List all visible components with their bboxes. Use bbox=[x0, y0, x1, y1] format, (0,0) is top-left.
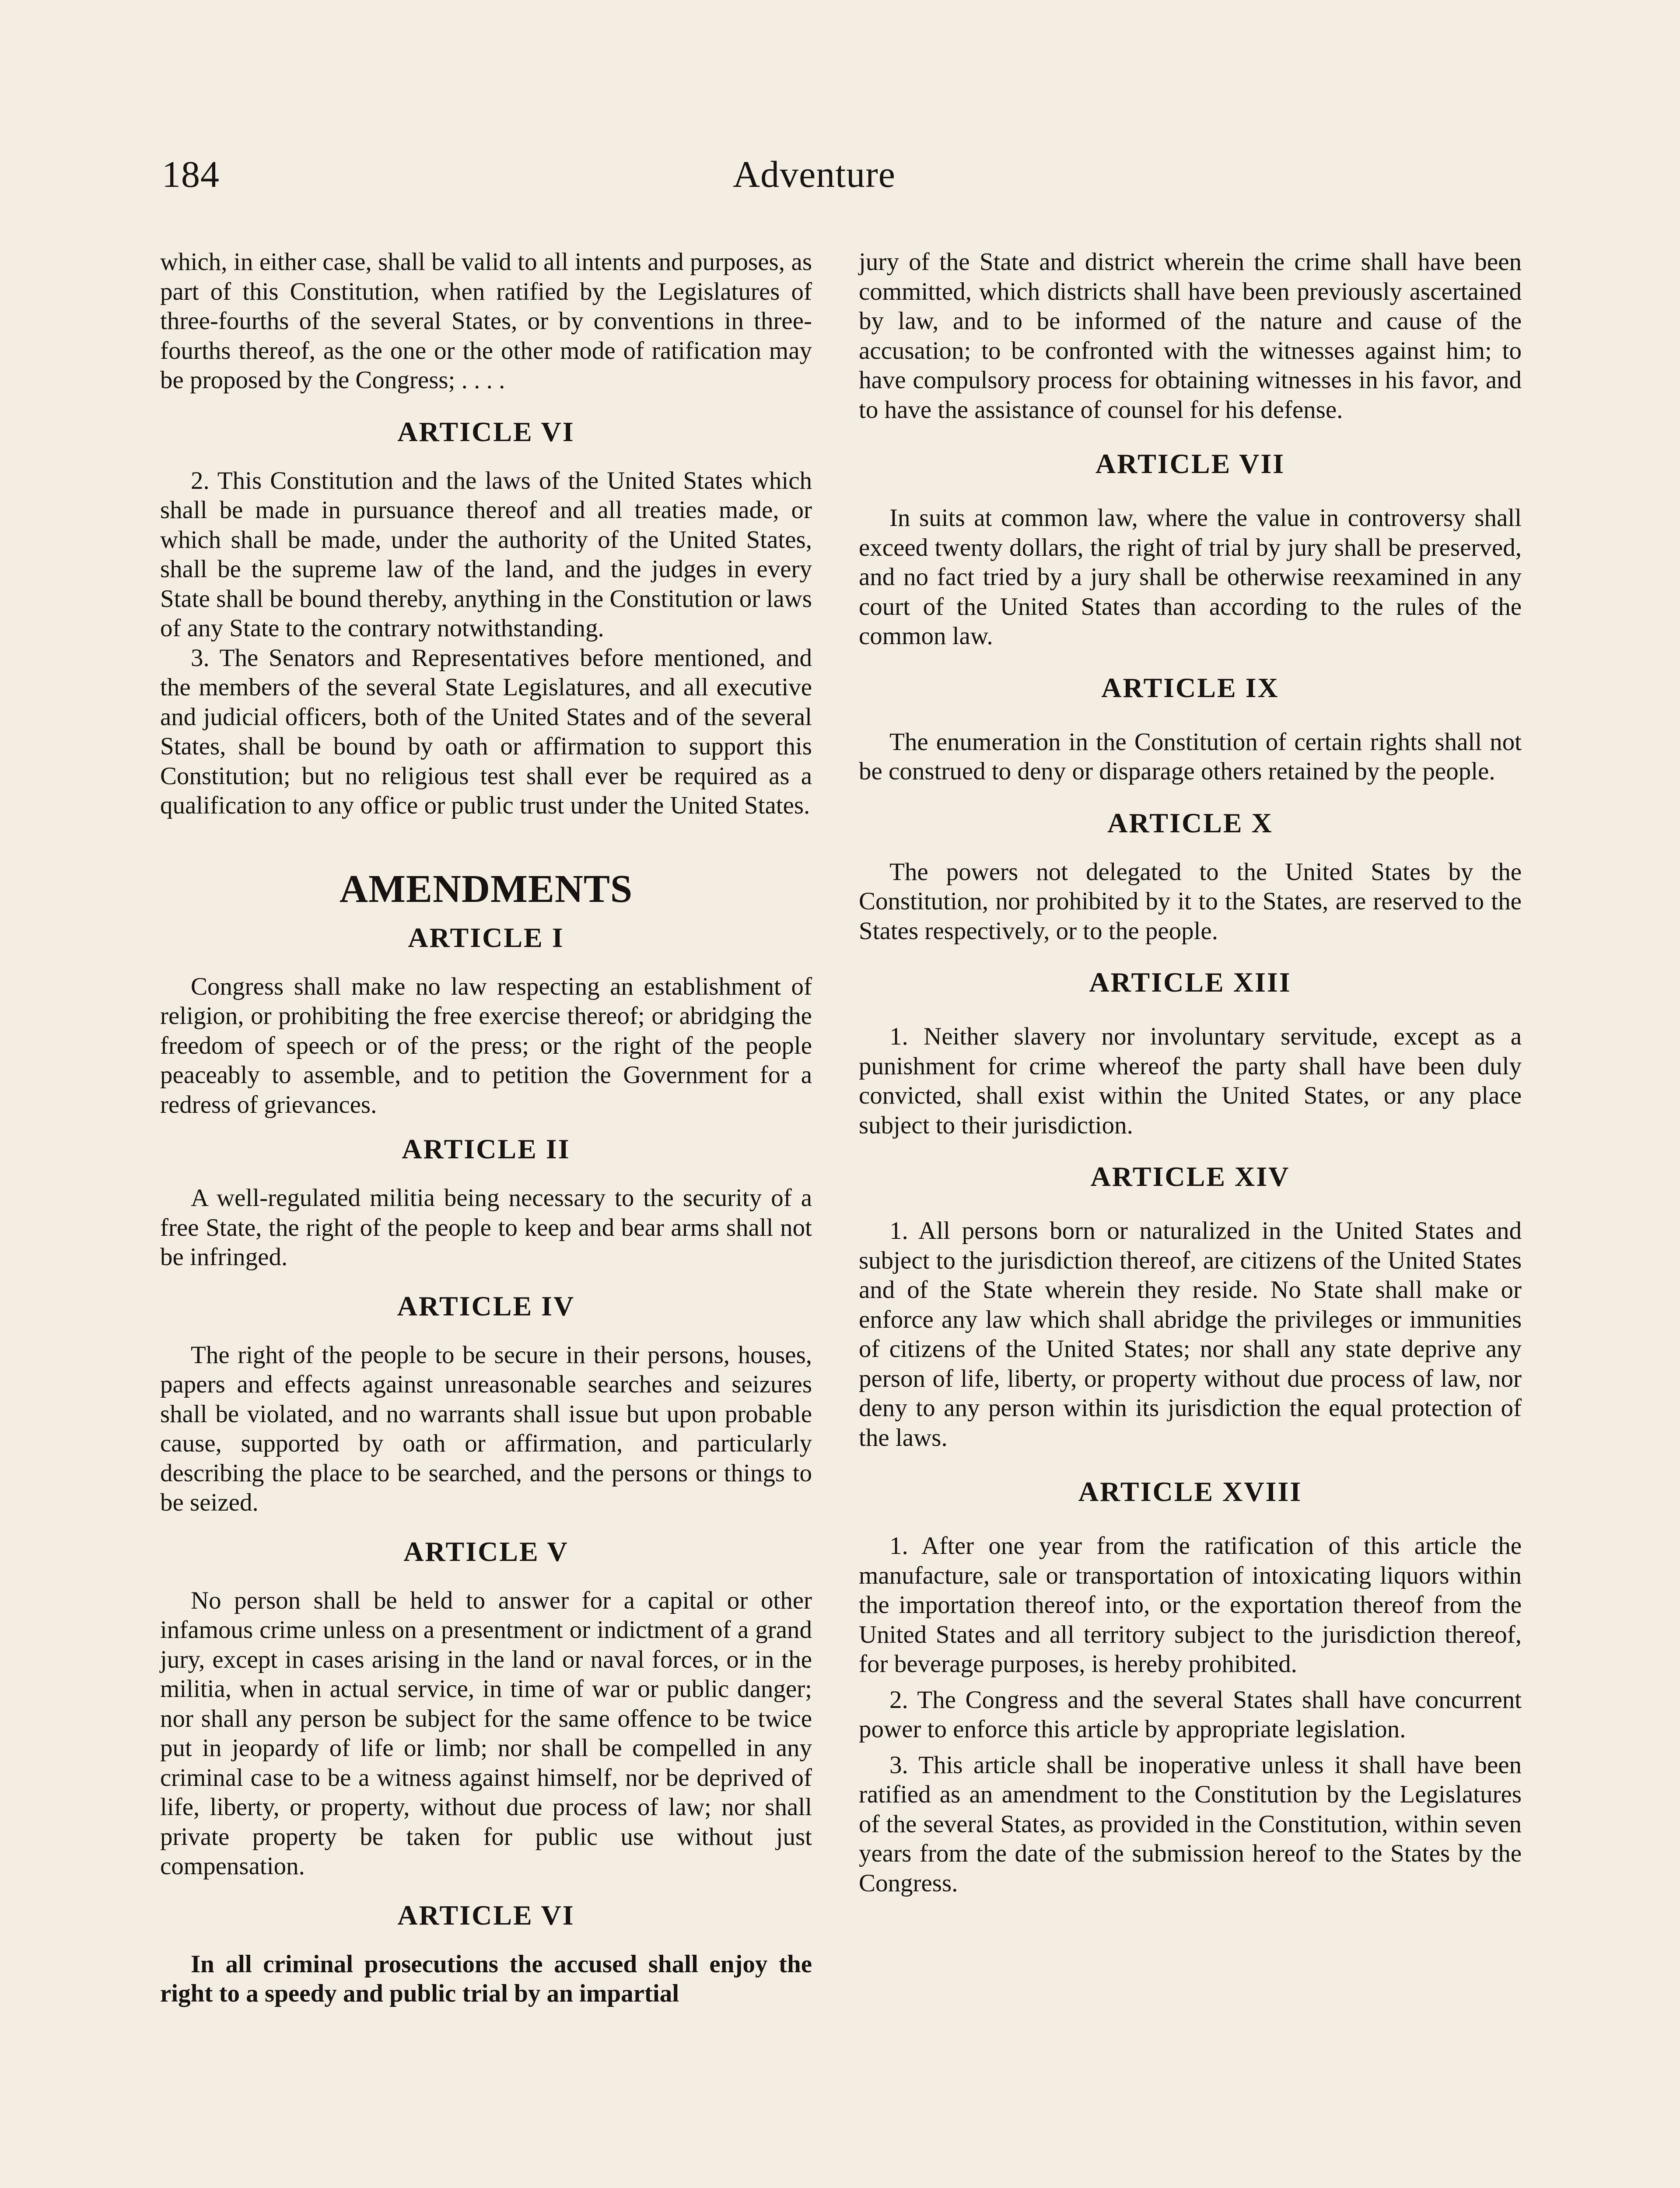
article-vi-b-text: In all criminal prosecutions the accused shall enjoy the right to a speedy and public trial by an impartial bbox=[160, 1950, 812, 2007]
left-column bbox=[160, 247, 812, 2009]
article-xviii-heading: ARTICLE XVIII bbox=[1078, 1476, 1302, 1507]
article-xiii-text: 1. Neither slavery nor involuntary servitude, except as a punishment for crime whereof the party shall have been duly convicted, shall exist within the United States, or any place subject to their jurisdiction. bbox=[859, 1023, 1522, 1139]
article-iv-heading: ARTICLE IV bbox=[397, 1290, 575, 1322]
article-vi-b-heading: ARTICLE VI bbox=[397, 1899, 575, 1931]
article-vi-heading: ARTICLE VI bbox=[397, 416, 575, 447]
article-v-heading: ARTICLE V bbox=[403, 1536, 569, 1567]
article-ii-heading: ARTICLE II bbox=[402, 1133, 570, 1164]
article-vi-paragraph-3: 3. The Senators and Representatives before mentioned, and the members of the several State Legislatures, and all executive and judicial officers, both of the United States and of the several States, shall be bound by oath or affirmation to support this Constitution; but no religious test shall ever be required as a qualification to any office or public trust under the United States. bbox=[160, 644, 812, 819]
page-number: 184 bbox=[162, 153, 220, 195]
article-xiv-text: 1. All persons born or naturalized in the United States and subject to the jurisdiction thereof, are citizens of the United States and of the State wherein they reside. No State shall make or enforce any law which shall abridge the privileges or immunities of citizens of the United States; nor shall any state deprive any person of life, liberty, or property without due process of law, nor deny to any person within its jurisdiction the equal protection of the laws. bbox=[859, 1217, 1522, 1452]
article-iv-text: The right of the people to be secure in their persons, houses, papers and effects against unreasonable searches and seizures shall be violated, and no warrants shall issue but upon probable cause, supported by oath or affirmation, and particularly describing the place to be searched, and the persons or things to be seized. bbox=[160, 1341, 812, 1516]
article-xviii-paragraph-3: 3. This article shall be inoperative unless it shall have been ratified as an amendment to the Constitution by the Legislatures of the several States, as provided in the Constitution, within seven years from the date of the submission hereof to the States by the Congress. bbox=[859, 1751, 1522, 1897]
article-i-heading: ARTICLE I bbox=[408, 922, 564, 953]
article-v-text: No person shall be held to answer for a capital or other infamous crime unless on a presentment or indictment of a grand jury, except in cases arising in the land or naval forces, or in the militia, when in actual service, in time of war or public danger; nor shall any person be subject for the same offence to be twice put in jeopardy of life or limb; nor shall be compelled in any criminal case to be a witness against himself, nor be deprived of life, liberty, or property, without due process of law; nor shall private property be taken for public use without just compensation. bbox=[160, 1586, 812, 1880]
article-vii-heading: ARTICLE VII bbox=[1095, 448, 1285, 479]
amendments-heading: AMENDMENTS bbox=[339, 867, 633, 911]
continuation-paragraph: which, in either case, shall be valid to all intents and purposes, as part of this Constitution, when ratified by the Legislatures of three-fourths of the several States, or by conventions in three-fourths thereof, as the one or the other mode of ratification may be proposed by the Congress; . . . . bbox=[160, 248, 812, 394]
article-x-text: The powers not delegated to the United States by the Constitution, nor prohibited by it to the States, are reserved to the States respectively, or to the people. bbox=[859, 858, 1522, 945]
article-vi-paragraph-2: 2. This Constitution and the laws of the United States which shall be made in pursuance thereof and all treaties made, or which shall be made, under the authority of the United States, shall be the supreme law of the land, and the judges in every State shall be bound thereby, anything in the Constitution or laws of any State to the contrary notwithstanding. bbox=[160, 466, 812, 642]
article-ix-text: The enumeration in the Constitution of certain rights shall not be construed to deny or disparage others retained by the people. bbox=[859, 728, 1522, 785]
article-i-text: Congress shall make no law respecting an establishment of religion, or prohibiting the free exercise thereof; or abridging the freedom of speech or of the press; or the right of the people peaceably to assemble, and to petition the Government for a redress of grievances. bbox=[160, 972, 812, 1119]
running-title: Adventure bbox=[733, 153, 896, 195]
right-column bbox=[859, 247, 1522, 1898]
article-ix-heading: ARTICLE IX bbox=[1101, 672, 1279, 703]
article-x-heading: ARTICLE X bbox=[1107, 807, 1273, 838]
page-header bbox=[162, 155, 1518, 208]
article-ii-text: A well-regulated militia being necessary to the security of a free State, the right of the people to keep and bear arms shall not be infringed. bbox=[160, 1184, 812, 1271]
article-xiii-heading: ARTICLE XIII bbox=[1089, 967, 1292, 998]
article-vii-text: In suits at common law, where the value in controversy shall exceed twenty dollars, the right of trial by jury shall be preserved, and no fact tried by a jury shall be otherwise reexamined in any court of the United States than according to the rules of the common law. bbox=[859, 504, 1522, 650]
article-xviii-paragraph-1: 1. After one year from the ratification of this article the manufacture, sale or transportation of intoxicating liquors within the importation thereof into, or the exportation thereof from the United States and all territory subject to the jurisdiction thereof, for beverage purposes, is hereby prohibited. bbox=[859, 1532, 1522, 1678]
article-xiv-heading: ARTICLE XIV bbox=[1090, 1161, 1290, 1192]
right-continuation-paragraph: jury of the State and district wherein the crime shall have been committed, which districts shall have been previously ascertained by law, and to be informed of the nature and cause of the accusation; to be confronted with the witnesses against him; to have compulsory process for obtaining witnesses in his favor, and to have the assistance of counsel for his defense. bbox=[859, 248, 1522, 424]
article-xviii-paragraph-2: 2. The Congress and the several States shall have concurrent power to enforce this article by appropriate legislation. bbox=[859, 1686, 1522, 1743]
